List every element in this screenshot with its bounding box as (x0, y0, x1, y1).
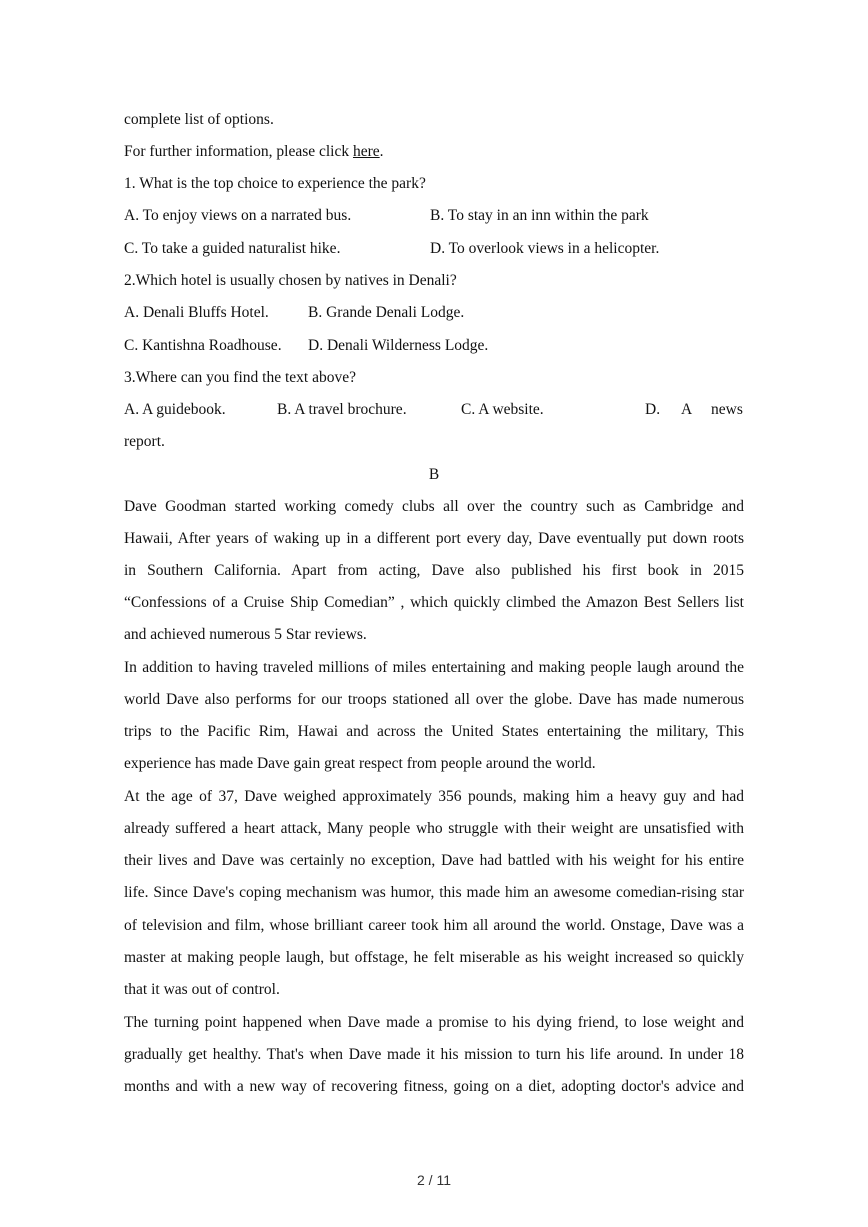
paragraph-4-line: gradually get healthy. That's when Dave made it his mission to turn his life around. In under 18 (124, 1046, 744, 1063)
q2-option-a: A. Denali Bluffs Hotel. (124, 304, 269, 321)
q3-option-a: A. A guidebook. (124, 401, 226, 418)
question-3-stem: 3.Where can you find the text above? (124, 369, 356, 386)
paragraph-1-line: in Southern California. Apart from acting, Dave also published his first book in 2015 (124, 562, 744, 579)
q3-option-d-continuation: report. (124, 433, 165, 450)
paragraph-2-line: world Dave also performs for our troops stationed all over the globe. Dave has made numerous (124, 691, 744, 708)
q3-option-c: C. A website. (461, 401, 544, 418)
question-2-stem: 2.Which hotel is usually chosen by natives in Denali? (124, 272, 457, 289)
here-link[interactable]: here (352, 143, 380, 160)
q1-option-c: C. To take a guided naturalist hike. (124, 240, 341, 257)
paragraph-3-line: life. Since Dave's coping mechanism was humor, this made him an awesome comedian-rising star (124, 884, 744, 901)
paragraph-1-line: Hawaii, After years of waking up in a different port every day, Dave eventually put down roots (124, 530, 744, 547)
q1-option-b: B. To stay in an inn within the park (430, 207, 649, 224)
section-b-heading: B (428, 466, 440, 483)
paragraph-3-line: At the age of 37, Dave weighed approximately 356 pounds, making him a heavy guy and had (124, 788, 744, 805)
question-1-stem: 1. What is the top choice to experience the park? (124, 175, 426, 192)
paragraph-4-line: months and with a new way of recovering fitness, going on a diet, adopting doctor's advice and (124, 1078, 744, 1095)
page-number: 2 / 11 (417, 1172, 451, 1188)
paragraph-3-line: already suffered a heart attack, Many people who struggle with their weight are unsatisfied with (124, 820, 744, 837)
q1-option-d: D. To overlook views in a helicopter. (430, 240, 660, 257)
q3-option-b: B. A travel brochure. (277, 401, 407, 418)
q1-option-a: A. To enjoy views on a narrated bus. (124, 207, 352, 224)
q3-option-d-letter: D. (645, 401, 661, 418)
paragraph-3-line: that it was out of control. (124, 981, 280, 998)
q2-option-b: B. Grande Denali Lodge. (308, 304, 465, 321)
paragraph-1-line: and achieved numerous 5 Star reviews. (124, 626, 367, 643)
q3-option-d-word-1: A (681, 401, 693, 418)
q2-option-d: D. Denali Wilderness Lodge. (308, 337, 489, 354)
further-info-prefix: For further information, please click (124, 143, 353, 160)
q3-option-d-word-2: news (711, 401, 743, 418)
paragraph-2-line: In addition to having traveled millions of miles entertaining and making people laugh around the (124, 659, 744, 676)
paragraph-2-line: experience has made Dave gain great respect from people around the world. (124, 755, 596, 772)
paragraph-3-line: master at making people laugh, but offstage, he felt miserable as his weight increased so quickly (124, 949, 744, 966)
paragraph-1-line: Dave Goodman started working comedy clubs all over the country such as Cambridge and (124, 498, 744, 515)
further-info-suffix: . (379, 143, 384, 160)
paragraph-1-line: “Confessions of a Cruise Ship Comedian” , which quickly climbed the Amazon Best Sellers list (124, 594, 744, 611)
paragraph-4-line: The turning point happened when Dave made a promise to his dying friend, to lose weight and (124, 1014, 744, 1031)
continuation-text: complete list of options. (124, 111, 274, 128)
q2-option-c: C. Kantishna Roadhouse. (124, 337, 282, 354)
paragraph-3-line: their lives and Dave was certainly no exception, Dave had battled with his weight for his entire (124, 852, 744, 869)
paragraph-2-line: trips to the Pacific Rim, Hawai and across the United States entertaining the military, This (124, 723, 744, 740)
further-info-line (124, 142, 744, 162)
paragraph-3-line: of television and film, whose brilliant career took him all around the world. Onstage, Dave was a (124, 917, 744, 934)
